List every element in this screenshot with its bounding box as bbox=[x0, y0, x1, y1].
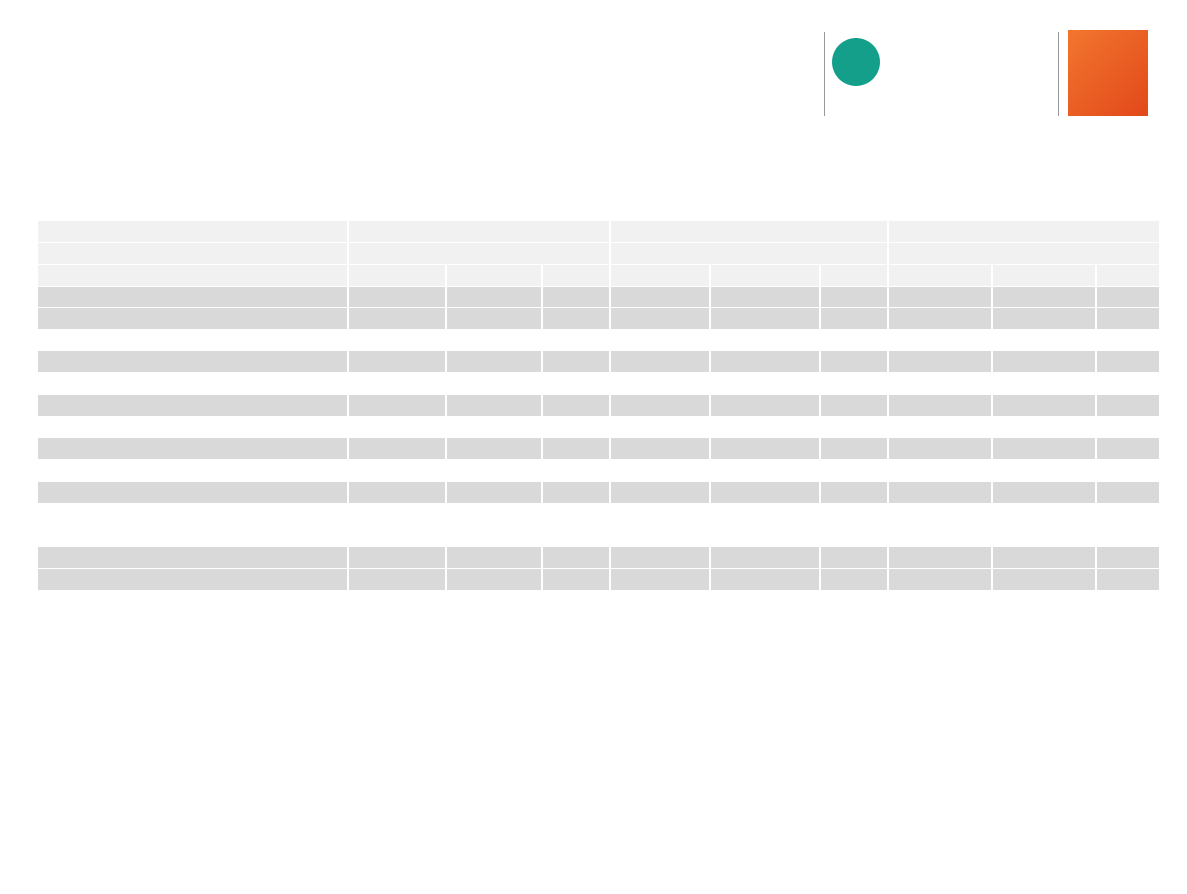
value-cell bbox=[710, 395, 820, 417]
spacer-cell bbox=[820, 417, 888, 438]
change-cell bbox=[1096, 351, 1160, 373]
value-cell bbox=[710, 460, 820, 482]
value-cell bbox=[446, 460, 542, 482]
spacer-cell bbox=[38, 526, 348, 547]
value-cell bbox=[992, 547, 1096, 569]
change-cell bbox=[820, 504, 888, 526]
col-header bbox=[610, 265, 710, 287]
value-cell bbox=[710, 569, 820, 591]
value-cell bbox=[710, 351, 820, 373]
spacer-cell bbox=[1096, 417, 1160, 438]
header-preis bbox=[610, 221, 888, 243]
header-absatz bbox=[348, 221, 610, 243]
spacer-cell bbox=[1096, 287, 1160, 308]
gfk-logo bbox=[1068, 30, 1148, 116]
value-cell bbox=[710, 482, 820, 504]
value-cell bbox=[992, 373, 1096, 395]
spacer-cell bbox=[446, 287, 542, 308]
spacer-cell bbox=[820, 526, 888, 547]
spacer-cell bbox=[710, 287, 820, 308]
value-cell bbox=[348, 351, 446, 373]
table-header-row bbox=[38, 221, 1160, 243]
row-label-cell bbox=[38, 504, 348, 526]
change-cell bbox=[1096, 504, 1160, 526]
row-label-cell bbox=[38, 547, 348, 569]
table-row bbox=[38, 482, 1160, 504]
change-cell bbox=[1096, 373, 1160, 395]
spacer-cell bbox=[710, 330, 820, 351]
row-label-cell bbox=[38, 460, 348, 482]
spacer-cell bbox=[888, 526, 992, 547]
spacer-cell bbox=[348, 330, 446, 351]
spacer-cell bbox=[992, 417, 1096, 438]
gfk-logo-text bbox=[1068, 30, 1148, 116]
col-header bbox=[888, 265, 992, 287]
table-row bbox=[38, 547, 1160, 569]
spacer-cell bbox=[820, 330, 888, 351]
change-cell bbox=[820, 547, 888, 569]
change-cell bbox=[542, 308, 610, 330]
hemix-table bbox=[38, 221, 1161, 591]
value-cell bbox=[820, 438, 888, 460]
value-cell bbox=[446, 438, 542, 460]
spacer-row bbox=[38, 330, 1160, 351]
header-row-label bbox=[38, 243, 348, 265]
change-cell bbox=[820, 460, 888, 482]
spacer-cell bbox=[38, 330, 348, 351]
table-row bbox=[38, 460, 1160, 482]
row-label-cell bbox=[38, 569, 348, 591]
change-cell bbox=[542, 569, 610, 591]
value-cell bbox=[888, 482, 992, 504]
change-cell bbox=[820, 569, 888, 591]
value-cell bbox=[348, 308, 446, 330]
header-preis-sub bbox=[610, 243, 888, 265]
value-cell bbox=[888, 438, 992, 460]
change-cell bbox=[542, 504, 610, 526]
table-header-row bbox=[38, 265, 1160, 287]
header-cell bbox=[38, 221, 348, 243]
change-cell bbox=[542, 395, 610, 417]
value-cell bbox=[446, 373, 542, 395]
value-cell bbox=[888, 351, 992, 373]
value-cell bbox=[446, 482, 542, 504]
value-cell bbox=[710, 504, 820, 526]
spacer-cell bbox=[1096, 526, 1160, 547]
value-cell bbox=[610, 438, 710, 460]
bvt-logo-icon bbox=[832, 38, 880, 86]
value-cell bbox=[610, 460, 710, 482]
header-cell bbox=[888, 243, 1160, 265]
logo-bar bbox=[536, 28, 1152, 120]
value-cell bbox=[992, 308, 1096, 330]
value-cell bbox=[992, 395, 1096, 417]
change-cell bbox=[1096, 482, 1160, 504]
row-label-cell bbox=[38, 482, 348, 504]
value-cell bbox=[610, 504, 710, 526]
change-cell bbox=[1096, 547, 1160, 569]
change-cell bbox=[820, 482, 888, 504]
spacer-cell bbox=[446, 330, 542, 351]
value-cell bbox=[610, 569, 710, 591]
logo-divider bbox=[1058, 32, 1059, 116]
value-cell bbox=[610, 482, 710, 504]
table-row bbox=[38, 438, 1160, 460]
value-cell bbox=[610, 308, 710, 330]
col-header bbox=[1096, 265, 1160, 287]
change-cell bbox=[1096, 438, 1160, 460]
spacer-cell bbox=[610, 526, 710, 547]
spacer-cell bbox=[542, 526, 610, 547]
spacer-cell bbox=[38, 287, 348, 308]
value-cell bbox=[888, 569, 992, 591]
spacer-cell bbox=[542, 287, 610, 308]
value-cell bbox=[888, 373, 992, 395]
value-cell bbox=[610, 351, 710, 373]
spacer-cell bbox=[542, 330, 610, 351]
value-cell bbox=[348, 373, 446, 395]
value-cell bbox=[992, 438, 1096, 460]
value-cell bbox=[542, 351, 610, 373]
header-cell bbox=[38, 265, 348, 287]
table-row bbox=[38, 308, 1160, 330]
table-header-row bbox=[38, 243, 1160, 265]
spacer-row bbox=[38, 526, 1160, 547]
change-cell bbox=[1096, 460, 1160, 482]
table-row bbox=[38, 504, 1160, 526]
value-cell bbox=[348, 438, 446, 460]
spacer-cell bbox=[38, 417, 348, 438]
col-header bbox=[446, 265, 542, 287]
change-cell bbox=[542, 547, 610, 569]
change-cell bbox=[820, 373, 888, 395]
value-cell bbox=[348, 547, 446, 569]
value-cell bbox=[710, 547, 820, 569]
value-cell bbox=[542, 438, 610, 460]
change-cell bbox=[542, 482, 610, 504]
spacer-cell bbox=[992, 330, 1096, 351]
value-cell bbox=[446, 547, 542, 569]
change-cell bbox=[820, 308, 888, 330]
value-cell bbox=[348, 504, 446, 526]
col-header bbox=[820, 265, 888, 287]
table-row bbox=[38, 569, 1160, 591]
value-cell bbox=[992, 504, 1096, 526]
table-row bbox=[38, 395, 1160, 417]
value-cell bbox=[610, 373, 710, 395]
spacer-cell bbox=[610, 287, 710, 308]
row-label-cell bbox=[38, 351, 348, 373]
spacer-cell bbox=[446, 526, 542, 547]
value-cell bbox=[348, 569, 446, 591]
col-header bbox=[348, 265, 446, 287]
change-cell bbox=[1096, 308, 1160, 330]
spacer-cell bbox=[888, 287, 992, 308]
value-cell bbox=[992, 569, 1096, 591]
spacer-cell bbox=[348, 417, 446, 438]
table-row bbox=[38, 373, 1160, 395]
header-cell bbox=[348, 243, 610, 265]
value-cell bbox=[888, 504, 992, 526]
spacer-cell bbox=[542, 417, 610, 438]
change-cell bbox=[1096, 569, 1160, 591]
col-header bbox=[542, 265, 610, 287]
spacer-cell bbox=[348, 526, 446, 547]
change-cell bbox=[542, 460, 610, 482]
value-cell bbox=[446, 569, 542, 591]
row-label-cell bbox=[38, 395, 348, 417]
spacer-cell bbox=[348, 287, 446, 308]
row-label-cell bbox=[38, 308, 348, 330]
col-header bbox=[992, 265, 1096, 287]
spacer-cell bbox=[1096, 330, 1160, 351]
value-cell bbox=[348, 460, 446, 482]
value-cell bbox=[820, 351, 888, 373]
bvt-logo-mark bbox=[832, 38, 880, 86]
table-body bbox=[38, 221, 1160, 591]
header-umsatz bbox=[888, 221, 1160, 243]
spacer-row bbox=[38, 417, 1160, 438]
change-cell bbox=[820, 395, 888, 417]
spacer-cell bbox=[610, 417, 710, 438]
value-cell bbox=[888, 547, 992, 569]
value-cell bbox=[610, 547, 710, 569]
spacer-cell bbox=[446, 417, 542, 438]
value-cell bbox=[888, 460, 992, 482]
spacer-cell bbox=[992, 287, 1096, 308]
value-cell bbox=[992, 460, 1096, 482]
spacer-cell bbox=[888, 330, 992, 351]
spacer-cell bbox=[610, 330, 710, 351]
row-label-cell bbox=[38, 438, 348, 460]
spacer-cell bbox=[710, 526, 820, 547]
row-label-cell bbox=[38, 373, 348, 395]
spacer-cell bbox=[992, 526, 1096, 547]
change-cell bbox=[542, 373, 610, 395]
value-cell bbox=[348, 482, 446, 504]
spacer-cell bbox=[820, 287, 888, 308]
spacer-cell bbox=[710, 417, 820, 438]
value-cell bbox=[446, 351, 542, 373]
value-cell bbox=[446, 395, 542, 417]
change-cell bbox=[1096, 395, 1160, 417]
value-cell bbox=[446, 504, 542, 526]
spacer-row bbox=[38, 287, 1160, 308]
value-cell bbox=[348, 395, 446, 417]
value-cell bbox=[710, 308, 820, 330]
spacer-cell bbox=[888, 417, 992, 438]
value-cell bbox=[610, 395, 710, 417]
value-cell bbox=[888, 308, 992, 330]
value-cell bbox=[992, 351, 1096, 373]
logo-divider bbox=[824, 32, 825, 116]
value-cell bbox=[992, 482, 1096, 504]
value-cell bbox=[710, 438, 820, 460]
value-cell bbox=[446, 308, 542, 330]
table-row bbox=[38, 351, 1160, 373]
value-cell bbox=[888, 395, 992, 417]
col-header bbox=[710, 265, 820, 287]
value-cell bbox=[710, 373, 820, 395]
